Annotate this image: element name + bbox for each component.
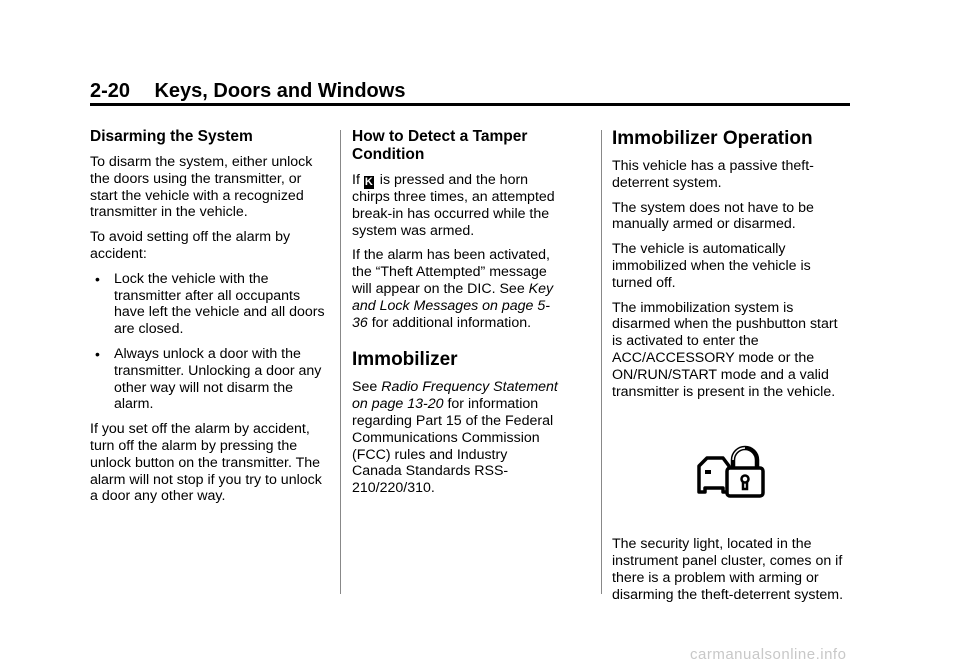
column-divider <box>340 130 341 594</box>
watermark: carmanualsonline.info <box>690 646 847 663</box>
immobilizer-operation-heading: Immobilizer Operation <box>612 128 813 149</box>
page-title: Keys, Doors and Windows <box>154 80 406 102</box>
text: for additional information. <box>371 314 532 331</box>
page-header <box>90 80 850 103</box>
text: is pressed and the horn chirps three times, an attempted break-in has occurred while the system was armed. <box>352 172 555 239</box>
immobilizer-heading: Immobilizer <box>352 349 458 371</box>
column-3 <box>612 128 850 612</box>
header-rule <box>90 103 850 106</box>
text: See <box>352 379 378 396</box>
list-item-text: Lock the vehicle with the transmitter after all occupants have left the vehicle and all doors are closed. <box>114 270 325 338</box>
bullet-icon: • <box>95 345 100 362</box>
page-number: 2-20 <box>90 80 131 102</box>
tamper-heading: How to Detect a Tamper Condition <box>352 128 528 163</box>
paragraph <box>352 247 558 331</box>
column-1 <box>90 128 328 513</box>
bullet-icon: • <box>95 270 100 287</box>
paragraph <box>352 172 558 239</box>
column-2 <box>352 128 558 505</box>
paragraph: If you set off the alarm by accident, turn off the alarm by pressing the unlock button on the transmitter. The alarm will not stop if you try to unlock a door any other way. <box>90 421 322 505</box>
disarming-heading: Disarming the System <box>90 128 253 145</box>
bullet-list <box>90 271 328 413</box>
paragraph: The system does not have to be manually armed or disarmed. <box>612 199 814 233</box>
paragraph: The immobilization system is disarmed when the pushbutton start is activated to enter the ACC/ACCESSORY mode or the ON/RUN/START mode and a valid transmitter is present in the vehicle. <box>612 299 838 400</box>
text: If <box>352 172 360 188</box>
list-item <box>90 346 328 413</box>
list-item <box>90 271 328 338</box>
paragraph: To avoid setting off the alarm by accident: <box>90 229 291 262</box>
paragraph <box>352 379 558 497</box>
text: If the alarm has been activated, the “Theft Attempted” message will appear on the DIC. See <box>352 247 550 297</box>
column-divider <box>601 130 602 594</box>
security-light-icon <box>695 444 767 500</box>
paragraph: The vehicle is automatically immobilized when the vehicle is turned off. <box>612 241 811 291</box>
paragraph: This vehicle has a passive theft-deterrent system. <box>612 158 814 191</box>
paragraph: The security light, located in the instrument panel cluster, comes on if there is a problem with arming or disarming the theft-deterrent system. <box>612 536 844 603</box>
list-item-text: Always unlock a door with the transmitter. Unlocking a door any other way will not disarm the alarm. <box>114 345 322 413</box>
cross-reference-link[interactable]: Radio Frequency Statement on page 13-20 <box>352 379 558 413</box>
lock-button-icon: K <box>364 176 373 188</box>
text: for information regarding Part 15 of the Federal Communications Commission (FCC) rules and Industry Canada Standards RSS-210/220/310. <box>352 396 554 497</box>
security-light-icon-wrap <box>612 444 850 500</box>
cross-reference-link[interactable]: Key and Lock Messages on page 5-36 <box>352 280 554 331</box>
paragraph: To disarm the system, either unlock the doors using the transmitter, or start the vehicle with a recognized transmitter in the vehicle. <box>90 154 313 221</box>
